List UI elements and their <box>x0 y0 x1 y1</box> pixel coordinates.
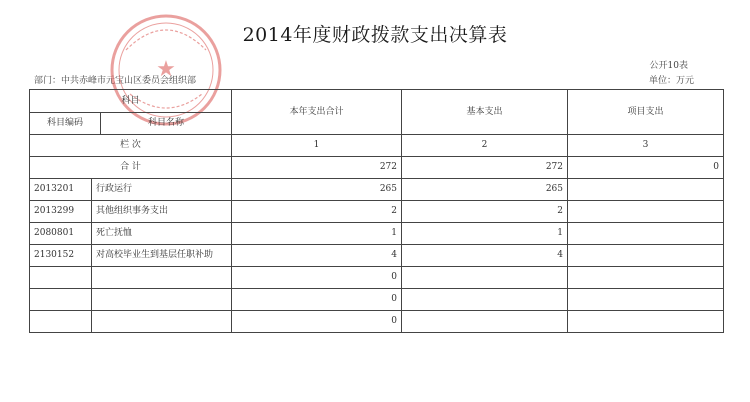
row-name: 死亡抚恤 <box>92 223 232 245</box>
row-total: 0 <box>232 267 402 289</box>
subject-name-label: 科目名称 <box>148 118 185 128</box>
total-basic-value: 272 <box>402 157 568 179</box>
row-name: 对高校毕业生到基层任职补助 <box>92 245 232 267</box>
row-basic <box>402 311 568 333</box>
row-code: 2130152 <box>30 245 92 267</box>
row-code <box>30 289 92 311</box>
row-code: 2013201 <box>30 179 92 201</box>
row-code <box>30 311 92 333</box>
table-row <box>30 267 724 289</box>
row-name: 行政运行 <box>92 179 232 201</box>
row-project <box>568 179 724 201</box>
index-c2: 2 <box>402 135 568 157</box>
row-name: 其他组织事务支出 <box>92 201 232 223</box>
page-title: 2014年度财政拨款支出决算表 <box>242 24 508 46</box>
row-project <box>568 245 724 267</box>
unit-label: 单位：万元 <box>648 76 694 86</box>
total-project-value: 0 <box>568 157 724 179</box>
row-project <box>568 267 724 289</box>
row-total: 0 <box>232 289 402 311</box>
form-number: 公开10表 <box>649 61 688 71</box>
row-basic <box>402 267 568 289</box>
row-name <box>92 267 232 289</box>
table-row <box>30 311 724 333</box>
total-row <box>30 157 724 179</box>
index-c1: 1 <box>232 135 402 157</box>
row-total: 1 <box>232 223 402 245</box>
row-basic: 4 <box>402 245 568 267</box>
row-basic: 1 <box>402 223 568 245</box>
row-name <box>92 311 232 333</box>
index-c3: 3 <box>568 135 724 157</box>
row-project <box>568 311 724 333</box>
row-total: 0 <box>232 311 402 333</box>
row-total: 2 <box>232 201 402 223</box>
row-total: 4 <box>232 245 402 267</box>
row-code: 2013299 <box>30 201 92 223</box>
table-row <box>30 289 724 311</box>
total-value: 272 <box>232 157 402 179</box>
row-total: 265 <box>232 179 402 201</box>
expenditure-table <box>29 89 724 333</box>
row-project <box>568 223 724 245</box>
subject-code-label: 科目编码 <box>30 113 101 134</box>
index-row <box>30 135 724 157</box>
subject-header <box>30 90 232 135</box>
row-project <box>568 201 724 223</box>
row-basic: 2 <box>402 201 568 223</box>
basic-header: 基本支出 <box>402 90 568 135</box>
header-row <box>30 90 724 135</box>
row-name <box>92 289 232 311</box>
total-header: 本年支出合计 <box>232 90 402 135</box>
table-row <box>30 201 724 223</box>
project-header: 项目支出 <box>568 90 724 135</box>
table-row <box>30 179 724 201</box>
department-label: 部门：中共赤峰市元宝山区委员会组织部 <box>34 76 197 86</box>
row-basic: 265 <box>402 179 568 201</box>
row-basic <box>402 289 568 311</box>
subject-label: 科目 <box>30 90 231 113</box>
table-row <box>30 223 724 245</box>
row-project <box>568 289 724 311</box>
row-code <box>30 267 92 289</box>
svg-text:★: ★ <box>156 57 176 82</box>
table-row <box>30 245 724 267</box>
index-label: 栏 次 <box>30 135 232 157</box>
row-code: 2080801 <box>30 223 92 245</box>
total-label: 合 计 <box>30 157 232 179</box>
